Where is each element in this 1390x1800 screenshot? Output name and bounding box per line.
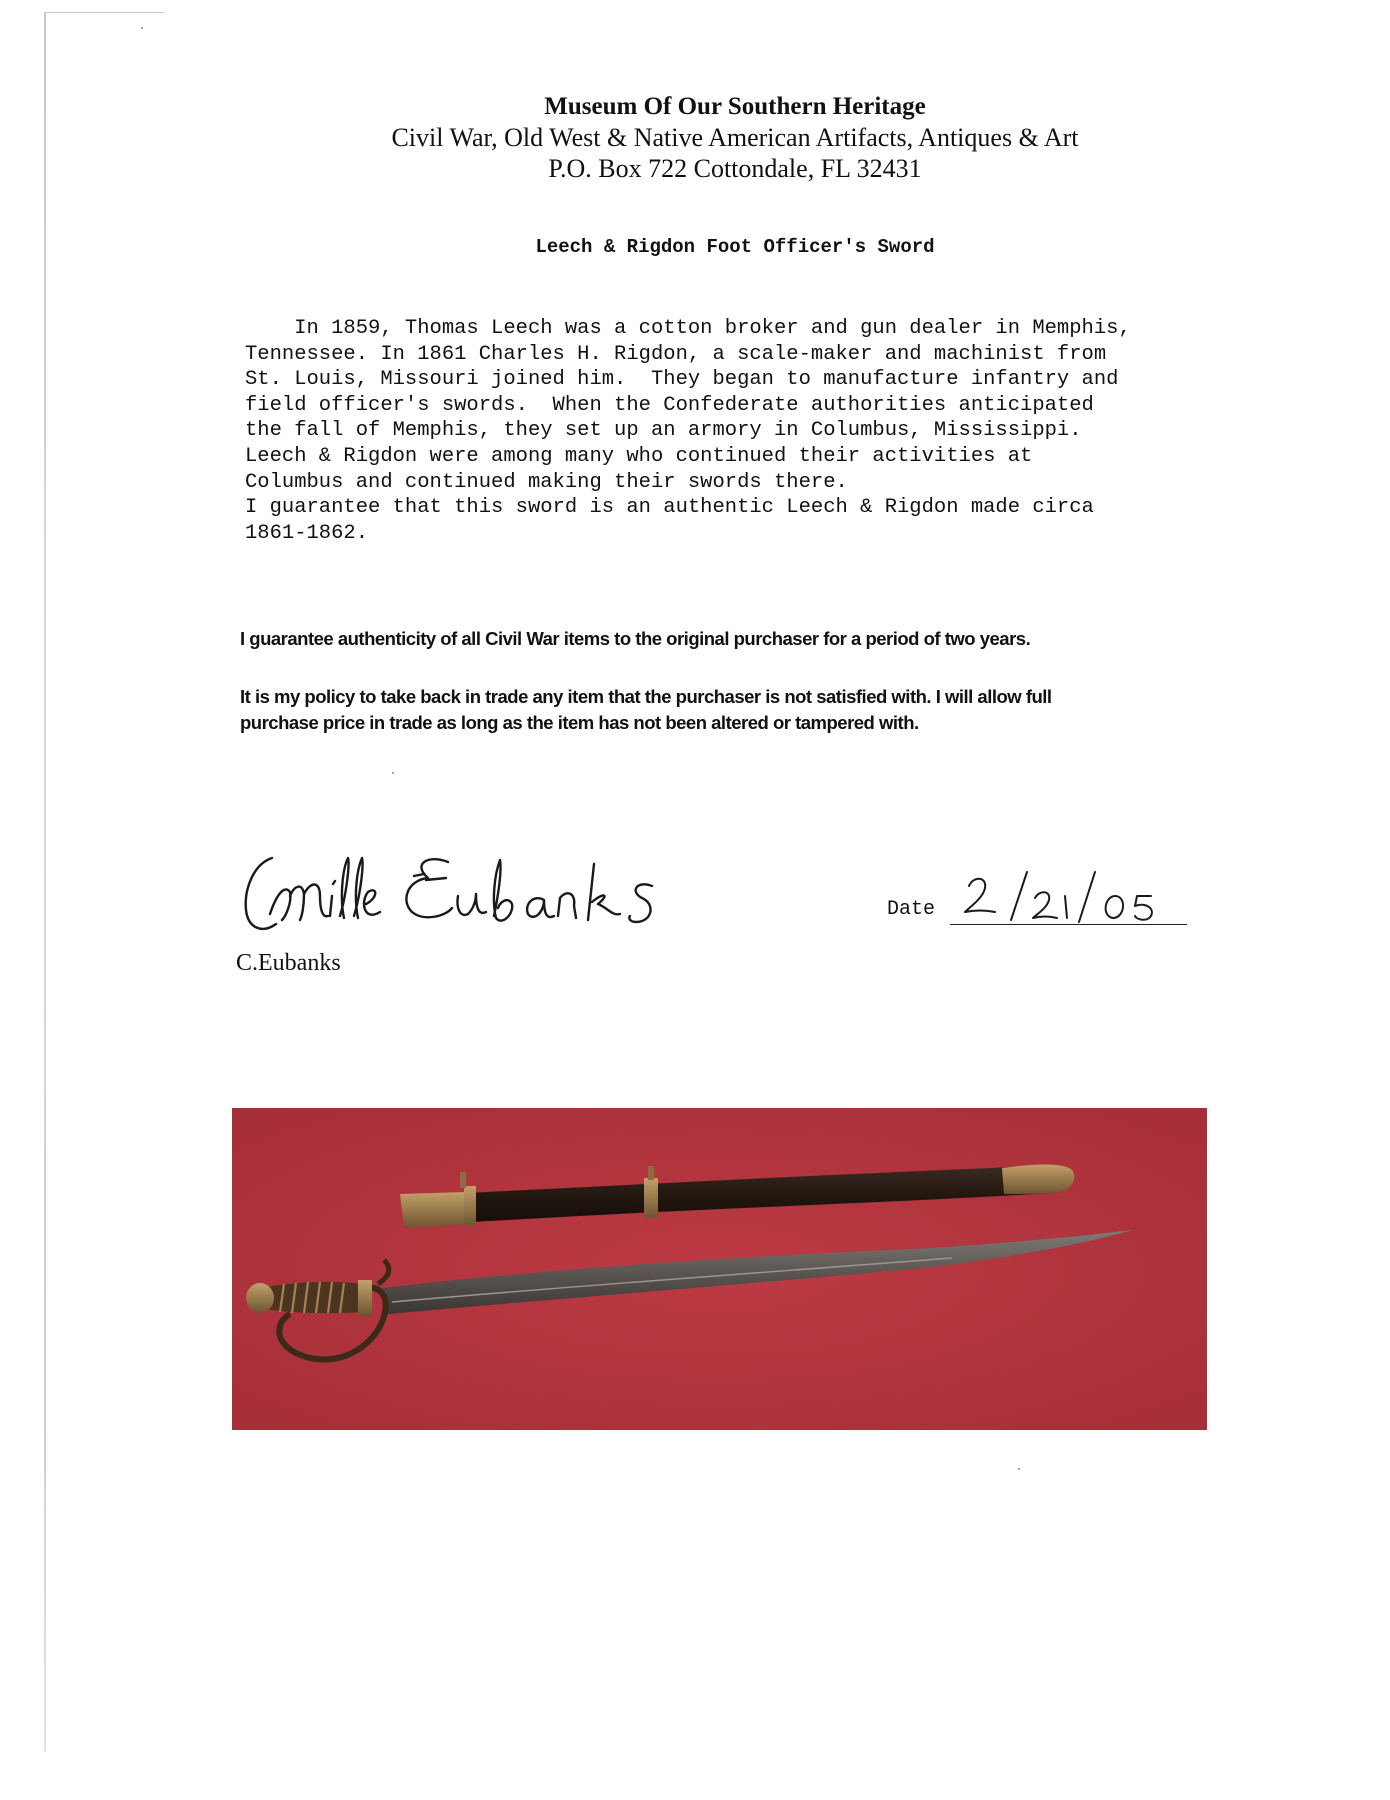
- policy-line: purchase price in trade as long as the item has not been altered or tampered with.: [240, 712, 919, 733]
- body-line: I guarantee that this sword is an authentic Leech & Rigdon made circa: [245, 496, 1094, 520]
- scan-speck: [141, 27, 143, 29]
- body-line: 1861-1862.: [245, 521, 369, 545]
- scan-left-edge: [44, 12, 46, 1752]
- date-drawing: [955, 866, 1195, 924]
- body-line: In 1859, Thomas Leech was a cotton broker and gun dealer in Memphis,: [245, 317, 1131, 340]
- sword-illustration: [232, 1108, 1207, 1430]
- organization-tagline: Civil War, Old West & Native American Artifacts, Antiques & Art: [391, 123, 1079, 152]
- policy-line: It is my policy to take back in trade any item that the purchaser is not satisfied with. I will allow full: [240, 686, 1052, 707]
- letterhead: [0, 92, 1390, 184]
- scan-speck: [392, 772, 394, 774]
- body-line: St. Louis, Missouri joined him. They began to manufacture infantry and: [245, 368, 1119, 392]
- handwritten-date: [955, 866, 1195, 924]
- body-line: the fall of Memphis, they set up an armory in Columbus, Mississippi.: [245, 419, 1082, 443]
- return-policy: [240, 684, 1250, 736]
- document-title: Leech & Rigdon Foot Officer's Sword: [535, 236, 935, 258]
- organization-address: P.O. Box 722 Cottondale, FL 32431: [548, 154, 922, 183]
- description-body: [245, 316, 1235, 546]
- body-line: field officer's swords. When the Confederate authorities anticipated: [245, 393, 1094, 417]
- signature-drawing: [232, 836, 752, 946]
- guarantee-statement: I guarantee authenticity of all Civil War items to the original purchaser for a period of two years.: [240, 628, 1031, 649]
- printed-signer-name: C.Eubanks: [236, 950, 341, 976]
- handwritten-signature: [232, 836, 752, 946]
- body-line: Leech & Rigdon were among many who continued their activities at: [245, 444, 1033, 468]
- date-label: Date: [887, 898, 936, 921]
- date-underline: [950, 924, 1187, 925]
- scan-speck: [1018, 1468, 1020, 1470]
- organization-name: Museum Of Our Southern Heritage: [544, 93, 926, 120]
- body-line: Tennessee. In 1861 Charles H. Rigdon, a scale-maker and machinist from: [245, 342, 1107, 366]
- scan-top-edge: [44, 12, 164, 13]
- body-line: Columbus and continued making their swords there.: [245, 470, 848, 494]
- sword-photograph: [232, 1108, 1207, 1430]
